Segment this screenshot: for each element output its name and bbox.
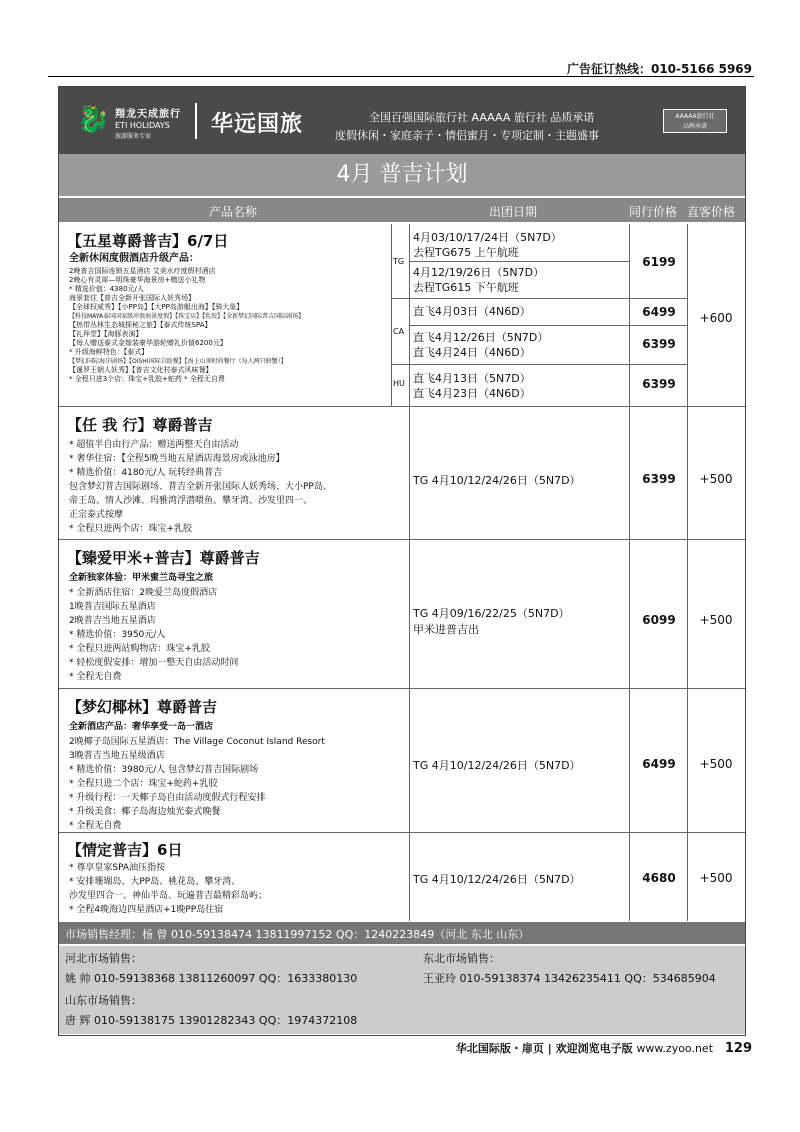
- eti-sub: 旅游服务专家: [115, 133, 152, 140]
- departure-date: 4月03/10/17/24日（5N7D）: [413, 231, 562, 244]
- product-line: * 升级海鲜特色：【泰式】: [69, 348, 149, 356]
- departure-date: 甲米进普吉出: [413, 623, 479, 636]
- slogan-line-1: 全国百强国际旅行社 AAAAA 旅行社 品质承诺: [369, 111, 595, 124]
- welcome-text: 欢迎浏览电子版: [555, 1042, 633, 1055]
- product-line: * 全程只进二个店：珠宝+蛇药+乳胶: [69, 779, 218, 789]
- badge-line-2: · 品牌承诺 ·: [679, 123, 711, 130]
- departure-date: TG 4月09/16/22/25（5N7D）: [413, 607, 570, 620]
- eti-cn-name: 翔龙天成旅行: [115, 109, 181, 120]
- product-line: 【礼拜堂】【海豚表演】: [69, 330, 143, 338]
- row-divider: [409, 261, 629, 262]
- departure-date: TG 4月10/12/24/26日（5N7D）: [413, 474, 581, 487]
- footer-separator: |: [547, 1042, 556, 1055]
- product-line: * 全程只进两个店：珠宝+乳胶: [69, 524, 192, 534]
- product-line: 2晚普吉国际连锁五星酒店 艾美水疗度假村酒店: [69, 267, 216, 275]
- ad-hotline: 广告征订热线：010-5166 5969: [566, 62, 752, 76]
- product-line: 【全球权威秀】【小PP岛】【大PP岛游艇出海】【骑大象】: [69, 303, 244, 311]
- departure-date: 直飞4月12/26日（5N7D）: [413, 331, 549, 344]
- direct-price: +500: [699, 613, 733, 627]
- quality-badge: [663, 109, 727, 133]
- peer-price: 6399: [642, 472, 676, 486]
- product-line: 正宗泰式按摩: [69, 510, 124, 520]
- product-line: 【暹罗王朝人妖秀】【普吉文化村泰式风味餐】: [69, 366, 213, 374]
- product-line: 包含梦幻普吉国际剧场、普吉全新开张国际人妖秀场、大小PP岛、: [69, 482, 332, 492]
- product-line: 2晚心有灵犀—明珠豪华海景房+赠送小礼物: [69, 276, 206, 284]
- product-title: 【情定普吉】6日: [67, 841, 183, 859]
- row-divider: [391, 298, 687, 299]
- product-line: * 精选价值：3980元/人 包含梦幻普吉国际剧场: [69, 765, 259, 775]
- product-title: 【梦幻椰林】尊爵普吉: [67, 698, 218, 716]
- shandong-contact: 唐 辉 010-59138175 13901282343 QQ：1974372108: [65, 1014, 358, 1027]
- logo-divider: [195, 103, 197, 139]
- manager-contact-bar: [59, 922, 745, 944]
- departure-date: 4月12/19/26日（5N7D）: [413, 266, 545, 279]
- ad-frame: [58, 86, 746, 1036]
- eti-en-name: ETI HOLIDAYS: [115, 121, 170, 130]
- row-divider: [59, 539, 745, 540]
- product-line: 【每人赠送泰式金嫁装豪华游轮赠礼价值6200元】: [69, 339, 227, 347]
- page-footer: [456, 1040, 752, 1056]
- row-divider: [391, 364, 687, 365]
- product-line: * 超值半自由行产品：赠送两整天自由活动: [69, 440, 239, 450]
- product-line: * 升级美食：椰子岛海边烛光泰式晚餐: [69, 807, 221, 817]
- product-line: 2晚普吉当地五星酒店: [69, 616, 156, 626]
- row-divider: [59, 832, 745, 833]
- row-divider: [59, 688, 745, 689]
- eti-logo: [73, 101, 183, 141]
- brand-name: 华远国旅: [211, 112, 304, 137]
- peer-price: 6399: [642, 337, 676, 351]
- col-peer-price: 同行价格: [629, 205, 678, 219]
- product-line: 全新酒店产品：奢华享受一岛一酒店: [69, 722, 214, 732]
- departure-date: 直飞4月24日（4N6D）: [413, 346, 531, 359]
- badge-line-1: AAAAA旅行社: [675, 113, 715, 120]
- product-title: 【臻爱甲米+普吉】尊爵普吉: [67, 549, 260, 567]
- product-title: 【任 我 行】尊爵普吉: [67, 416, 213, 434]
- product-line: * 全程4晚海边四星酒店+1晚PP岛住宿: [69, 905, 224, 915]
- airline-code: TG: [393, 257, 405, 266]
- departure-date: 去程TG615 下午航班: [413, 281, 519, 294]
- slogan-line-2: 度假休闲・家庭亲子・情侣蜜月・专项定制・主题盛事: [335, 129, 599, 142]
- direct-price: +500: [699, 472, 733, 486]
- peer-price: 6499: [642, 305, 676, 319]
- departure-date: 直飞4月03日（4N6D）: [413, 305, 531, 318]
- grid-line: [687, 224, 688, 921]
- page-number: 129: [724, 1041, 752, 1056]
- grid-line: [409, 224, 410, 921]
- product-line: * 全新酒店住宿：2晚爱兰岛度假酒店: [69, 588, 218, 598]
- column-header: [59, 198, 745, 222]
- product-line: * 精选价值：4380元/人: [69, 285, 144, 293]
- product-line: 【热带丛林生态城探秘之旅】【泰式传统SPA】: [69, 321, 212, 329]
- airline-code: CA: [393, 327, 405, 336]
- regional-contacts: [59, 946, 745, 990]
- product-line: * 奢华住宿：【全程5晚当地五星酒店海景房或泳池房】: [69, 454, 285, 464]
- direct-price: +500: [699, 757, 733, 771]
- hebei-contact: 姚 帅 010-59138368 13811260097 QQ：1633380130: [65, 972, 358, 985]
- product-line: 帝王岛、情人沙滩、玛雅湾浮潜喂鱼、攀牙湾、沙发里四一、: [69, 496, 313, 506]
- product-line: 【科技MAYA泰国国家级冲浪海景度假】【珠宝店】【乳胶】【全新梦幻国际普吉国际剧场】: [69, 313, 305, 320]
- departure-date: 直飞4月13日（5N7D）: [413, 372, 531, 385]
- direct-price: +600: [699, 311, 733, 325]
- shandong-label: 山东市场销售：: [65, 994, 142, 1007]
- product-line: * 全程只进3个店：珠宝+乳胶+蛇药 * 全程无自费: [69, 375, 225, 383]
- product-line: 【梦幻国际海洋剧场】【OISHI国际自助餐】【海上山顶时尚餐厅（每人两只螃蟹）】: [69, 358, 287, 365]
- row-divider: [59, 406, 745, 407]
- hebei-label: 河北市场销售：: [65, 952, 142, 965]
- product-line: * 精选价值：3950元/人: [69, 630, 166, 640]
- product-title: 【五星尊爵普吉】6/7日: [67, 232, 229, 250]
- peer-price: 6499: [642, 757, 676, 771]
- product-line: * 尊享皇家SPA油压指按: [69, 863, 166, 873]
- product-line: * 全程无自费: [69, 672, 122, 682]
- peer-price: 4680: [642, 871, 676, 885]
- product-line: * 安排珊瑚岛、大PP岛、桃花岛、攀牙湾、: [69, 877, 241, 887]
- grid-line: [391, 224, 392, 406]
- product-line: 沙发里四合一、神仙半岛、玩遍普吉最精彩岛屿；: [69, 891, 268, 901]
- product-line: 全新独家体验：甲米蜜兰岛寻宝之旅: [69, 573, 214, 583]
- dragon-icon: 🐉: [77, 105, 110, 135]
- product-line: * 轻松度假安排：增加一整天自由活动时间: [69, 658, 239, 668]
- departure-date: TG 4月10/12/24/26日（5N7D）: [413, 759, 581, 772]
- product-line: 海景套住【普吉全新开张国际人妖秀场】: [69, 294, 195, 302]
- row-divider: [409, 325, 687, 326]
- departure-date: 去程TG675 上午航班: [413, 246, 519, 259]
- regional-contacts: [59, 990, 745, 1034]
- direct-price: +500: [699, 871, 733, 885]
- edition-label: 华北国际版・扉页: [455, 1042, 544, 1055]
- site-link[interactable]: www.zyoo.net: [636, 1042, 714, 1055]
- dongbei-contact: 王亚玲 010-59138374 13426235411 QQ：534685904: [423, 972, 716, 985]
- product-line: * 全程只进两站购物店：珠宝+乳胶: [69, 644, 210, 654]
- airline-code: HU: [393, 379, 405, 388]
- departure-date: 直飞4月23日（4N6D）: [413, 387, 531, 400]
- product-line: 全新休闲度假酒店升级产品：: [69, 253, 199, 264]
- peer-price: 6199: [642, 255, 676, 269]
- grid-line: [629, 224, 630, 921]
- dongbei-label: 东北市场销售：: [423, 952, 500, 965]
- product-line: 3晚普吉当地五星级酒店: [69, 751, 165, 761]
- top-rule: [48, 76, 754, 77]
- col-direct-price: 直客价格: [687, 205, 736, 219]
- departure-date: TG 4月10/12/24/26日（5N7D）: [413, 873, 581, 886]
- product-line: * 升级行程：一天椰子岛自由活动度假式行程安排: [69, 793, 266, 803]
- product-line: 2晚椰子岛国际五星酒店：The Village Coconut Island Resort: [69, 737, 325, 747]
- col-date: 出团日期: [489, 205, 538, 219]
- peer-price: 6099: [642, 613, 676, 627]
- product-line: * 精选价值：4180元/人 玩转经典普吉: [69, 468, 223, 478]
- product-line: * 全程无自费: [69, 821, 122, 831]
- product-line: 1晚普吉国际五星酒店: [69, 602, 156, 612]
- manager-contact: 市场销售经理：杨 曾 010-59138474 13811997152 QQ：1240223849（河北 东北 山东）: [65, 928, 530, 941]
- page-title: 4月 普吉计划: [59, 154, 745, 196]
- peer-price: 6399: [642, 377, 676, 391]
- col-product-name: 产品名称: [209, 205, 258, 219]
- brand-header: [59, 87, 745, 154]
